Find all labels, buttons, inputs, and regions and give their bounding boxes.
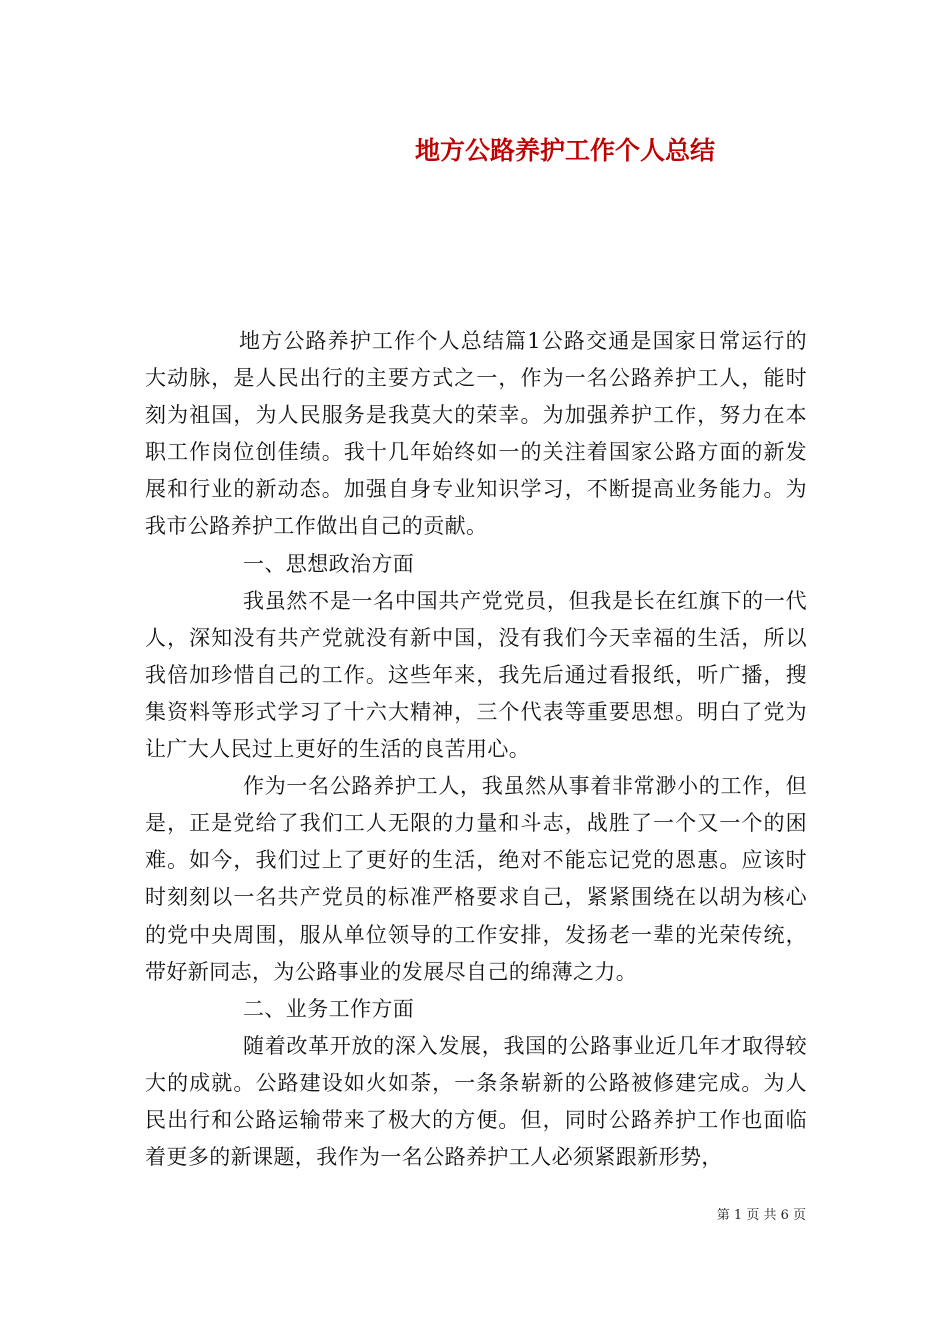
page-number-footer: 第 1 页 共 6 页 bbox=[716, 1208, 806, 1223]
paragraph-political-1: 我虽然不是一名中国共产党党员，但我是长在红旗下的一代人，深知没有共产党就没有新中国，没有我们今天幸福的生活，所以我倍加珍惜自己的工作。这些年来，我先后通过看报纸，听广播，搜集资料等形式学习了十六大精神，三个代表等重要思想。明白了党为让广大人民过上更好的生活的良苦用心。 bbox=[145, 588, 807, 762]
section-heading-business: 二、业务工作方面 bbox=[243, 996, 415, 1021]
section-heading-political: 一、思想政治方面 bbox=[243, 551, 415, 576]
document-title: 地方公路养护工作个人总结 bbox=[414, 136, 715, 165]
paragraph-business-1: 随着改革开放的深入发展，我国的公路事业近几年才取得较大的成就。公路建设如火如荼，一条条崭新的公路被修建完成。为人民出行和公路运输带来了极大的方便。但，同时公路养护工作也面临着更多的新课题，我作为一名公路养护工人必须紧跟新形势， bbox=[145, 1033, 807, 1170]
paragraph-intro: 地方公路养护工作个人总结篇1公路交通是国家日常运行的大动脉，是人民出行的主要方式之一，作为一名公路养护工人，能时刻为祖国，为人民服务是我莫大的荣幸。为加强养护工作，努力在本职工作岗位创佳绩。我十几年始终如一的关注着国家公路方面的新发展和行业的新动态。加强自身专业知识学习，不断提高业务能力。为我市公路养护工作做出自己的贡献。 bbox=[145, 329, 807, 539]
document-body bbox=[145, 323, 807, 1176]
paragraph-political-2: 作为一名公路养护工人，我虽然从事着非常渺小的工作，但是，正是党给了我们工人无限的力量和斗志，战胜了一个又一个的困难。如今，我们过上了更好的生活，绝对不能忘记党的恩惠。应该时时刻刻以一名共产党员的标准严格要求自己，紧紧围绕在以胡为核心的党中央周围，服从单位领导的工作安排，发扬老一辈的光荣传统，带好新同志，为公路事业的发展尽自己的绵薄之力。 bbox=[145, 774, 807, 984]
